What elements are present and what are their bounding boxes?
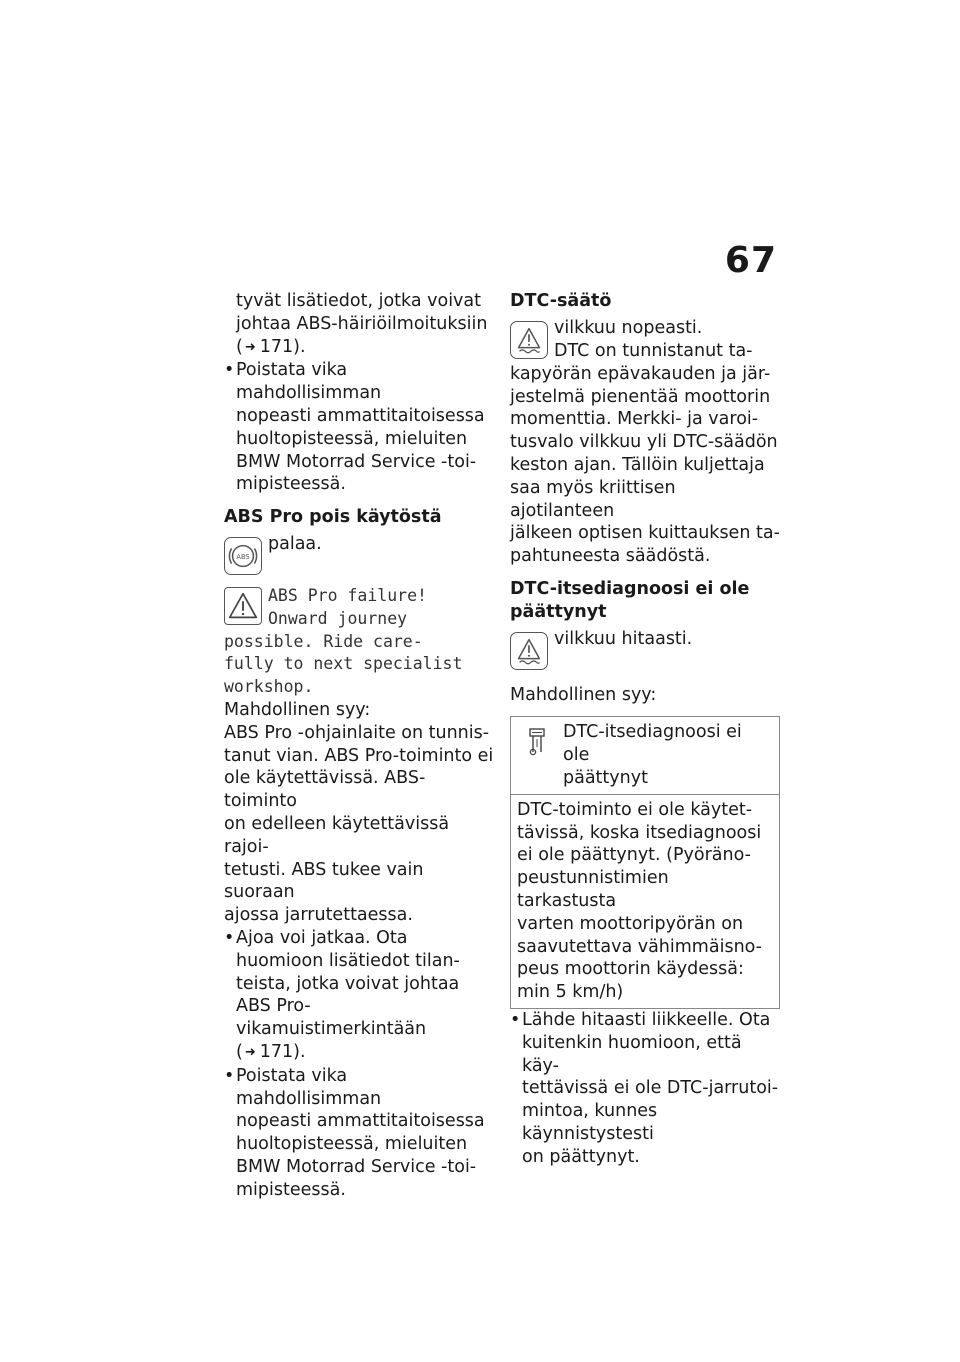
text-line: min 5 km/h) [517, 982, 624, 1003]
text-line: huomioon lisätiedot tilan- [236, 950, 460, 971]
text-line: keston ajan. Tällöin kuljettaja [510, 454, 765, 475]
text-line: • Lähde hitaasti liikkeelle. Ota [522, 1009, 771, 1030]
message-line: possible. Ride care- [224, 631, 423, 651]
text-line: tyvät lisätiedot, jotka voivat [236, 291, 481, 311]
abs-warning-icon [224, 537, 262, 575]
text-line: tävissä, koska itsediagnoosi [517, 822, 762, 843]
text-line: huoltopisteessä, mieluiten [236, 428, 468, 449]
text-line: tettävissä ei ole DTC-jarrutoi- [522, 1078, 779, 1099]
page-reference: ( ➜ 171). [236, 336, 496, 360]
indicator-label: palaa. [268, 533, 322, 554]
info-box-body [511, 795, 779, 1008]
text-line: ajossa jarrutettaessa. [224, 905, 413, 926]
text-line: DTC-itsediagnoosi ei ole [563, 722, 742, 766]
message-line: workshop. [224, 677, 314, 697]
text-line: peus moottorin käydessä: [517, 959, 744, 980]
intro-text [224, 290, 496, 359]
cause-text [224, 722, 496, 927]
section-heading: DTC-säätö [510, 291, 612, 311]
message-line: ABS Pro failure! [268, 585, 427, 605]
text-line: jälkeen optisen kuittauksen ta- [510, 523, 780, 544]
info-box [510, 716, 780, 1009]
text-line: ole käytettävissä. ABS-toiminto [224, 768, 426, 812]
cause-label: Mahdollinen syy: [224, 699, 371, 720]
bullet-item [224, 359, 496, 496]
reference-arrow-icon: ➜ [244, 339, 256, 355]
page-number: 67 [724, 240, 777, 281]
text-line: saa myös kriittisen ajotilanteen [510, 477, 676, 521]
text-line: varten moottoripyörän on [517, 913, 744, 934]
text-line: kapyörän epävakauden ja jär- [510, 363, 771, 384]
reference-arrow-icon: ➜ [244, 1044, 256, 1060]
text-line: kuitenkin huomioon, että käy- [522, 1032, 742, 1076]
text-line: on päättynyt. [522, 1146, 640, 1167]
text-line: mipisteessä. [236, 1179, 346, 1200]
text-line: BMW Motorrad Service -toi- [236, 1156, 477, 1177]
section-heading: DTC-itsediagnoosi ei ole päättynyt [510, 578, 750, 622]
indicator-row [510, 628, 782, 674]
svg-text:ABS: ABS [236, 552, 250, 561]
text-line: johtaa ABS-häiriöilmoituksiin [236, 313, 488, 334]
text-line: nopeasti ammattitaitoisessa [236, 1111, 485, 1132]
warning-triangle-icon [224, 587, 262, 625]
text-line: tanut vian. ABS Pro-toiminto ei [224, 745, 494, 766]
text-line: momenttia. Merkki- ja varoi- [510, 409, 759, 430]
page-reference: ( ➜ 171). [236, 1041, 496, 1065]
section-heading: ABS Pro pois käytöstä [224, 507, 442, 528]
text-line: • Poistata vika mahdollisimman [236, 360, 382, 404]
text-line: vilkkuu nopeasti. [554, 317, 703, 338]
text-line: huoltopisteessä, mieluiten [236, 1134, 468, 1155]
message-line: fully to next specialist [224, 654, 463, 674]
bullet-item [224, 1065, 496, 1202]
text-line: mipisteessä. [236, 474, 346, 495]
engine-diagnosis-icon [521, 725, 553, 757]
text-line: tusvalo vilkkuu yli DTC-säädön [510, 432, 778, 453]
traction-control-icon [510, 632, 548, 670]
left-column [224, 290, 496, 1201]
bullet-item [510, 1009, 782, 1169]
text-line: ABS Pro -ohjainlaite on tunnis- [224, 722, 490, 743]
message-line: Onward journey [268, 608, 408, 628]
bullet-item [224, 927, 496, 1065]
text-line: päättynyt [563, 767, 648, 788]
text-line: nopeasti ammattitaitoisessa [236, 405, 485, 426]
traction-control-icon [510, 321, 548, 359]
display-message [224, 585, 496, 699]
text-line: jestelmä pienentää moottorin [510, 386, 771, 407]
text-line: DTC on tunnistanut ta- [554, 340, 753, 361]
right-column [510, 290, 782, 1169]
text-line: ABS Pro-vikamuistimerkintään [236, 996, 427, 1040]
info-box-header [511, 717, 779, 794]
indicator-label: vilkkuu hitaasti. [554, 628, 693, 649]
paragraph [510, 363, 782, 568]
text-line: DTC-toiminto ei ole käytet- [517, 799, 753, 820]
text-line: tetusti. ABS tukee vain suoraan [224, 859, 424, 903]
text-line: pahtuneesta säädöstä. [510, 546, 711, 567]
indicator-row [224, 533, 496, 579]
text-line: • Ajoa voi jatkaa. Ota [236, 927, 408, 948]
indicator-row [510, 317, 782, 363]
text-line: • Poistata vika mahdollisimman [236, 1065, 382, 1109]
text-line: saavutettava vähimmäisno- [517, 936, 762, 957]
text-line: peustunnistimien tarkastusta [517, 868, 669, 911]
text-line: teista, jotka voivat johtaa [236, 973, 460, 994]
cause-label: Mahdollinen syy: [510, 684, 657, 705]
text-line: mintoa, kunnes käynnistystesti [522, 1101, 658, 1144]
text-line: on edelleen käytettävissä rajoi- [224, 813, 450, 857]
text-line: BMW Motorrad Service -toi- [236, 451, 477, 472]
text-line: ei ole päättynyt. (Pyöräno- [517, 845, 751, 866]
